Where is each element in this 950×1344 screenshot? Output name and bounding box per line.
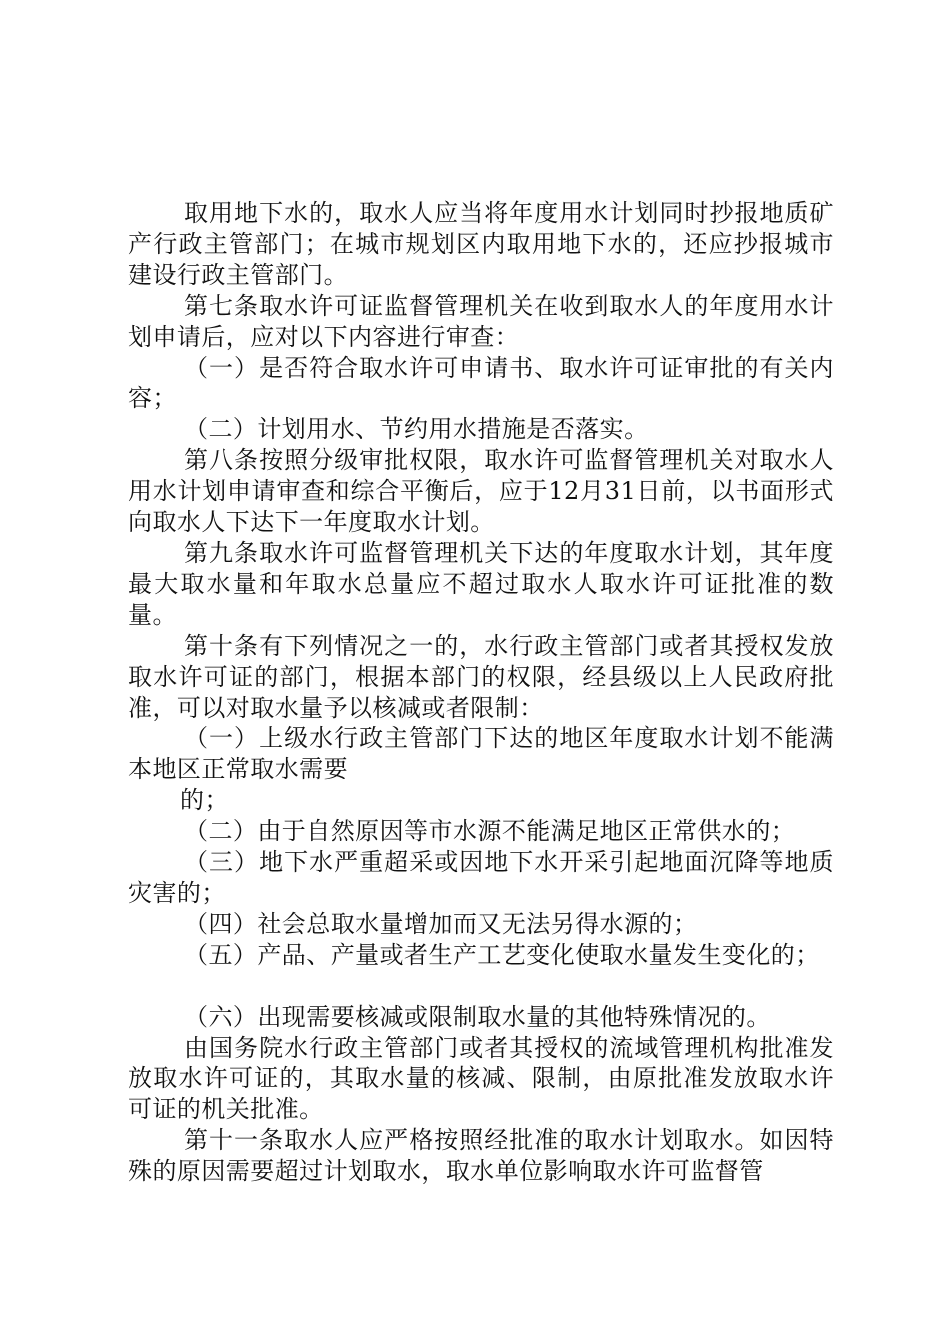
paragraph-article-11: 第十一条取水人应严格按照经批准的取水计划取水。如因特殊的原因需要超过计划取水，取水单位影响取水许可监督管: [128, 1126, 834, 1186]
paragraph-article-7-item-2: （二）计划用水、节约用水措施是否落实。: [184, 415, 649, 444]
paragraph-article-10-item-4: （四）社会总取水量增加而又无法另得水源的；: [184, 909, 698, 938]
paragraph-groundwater-report: 取用地下水的，取水人应当将年度用水计划同时抄报地质矿产行政主管部门；在城市规划区内取用地下水的，还应抄报城市建设行政主管部门。: [128, 199, 834, 289]
paragraph-article-10-item-6: （六）出现需要核减或限制取水量的其他特殊情况的。: [184, 1002, 771, 1031]
paragraph-article-10-item-1-continuation: 的；: [180, 786, 229, 815]
paragraph-article-10-item-1: （一）上级水行政主管部门下达的地区年度取水计划不能满本地区正常取水需要: [128, 724, 834, 784]
paragraph-article-10-item-3: （三）地下水严重超采或因地下水开采引起地面沉降等地质灾害的；: [128, 848, 834, 907]
paragraph-article-8: 第八条按照分级审批权限，取水许可监督管理机关对取水人用水计划申请审查和综合平衡后，应于12月31日前，以书面形式向取水人下达下一年度取水计划。: [128, 446, 834, 537]
paragraph-article-10-item-5: （五）产品、产量或者生产工艺变化使取水量发生变化的；: [184, 940, 820, 969]
paragraph-article-10-item-2: （二）由于自然原因等市水源不能满足地区正常供水的；: [184, 817, 796, 846]
paragraph-article-7-item-1: （一）是否符合取水许可申请书、取水许可证审批的有关内容；: [128, 353, 834, 413]
paragraph-article-7: 第七条取水许可证监督管理机关在收到取水人的年度用水计划申请后，应对以下内容进行审查：: [128, 291, 834, 351]
document-body: [128, 198, 834, 1187]
paragraph-article-9: 第九条取水许可监督管理机关下达的年度取水计划，其年度最大取水量和年取水总量应不超过取水人取水许可证批准的数量。: [128, 538, 834, 629]
paragraph-state-council-approval: 由国务院水行政主管部门或者其授权的流域管理机构批准发放取水许可证的，其取水量的核减、限制，由原批准发放取水许可证的机关批准。: [128, 1033, 834, 1124]
paragraph-article-10: 第十条有下列情况之一的，水行政主管部门或者其授权发放取水许可证的部门，根据本部门的权限，经县级以上人民政府批准，可以对取水量予以核减或者限制：: [128, 631, 834, 722]
